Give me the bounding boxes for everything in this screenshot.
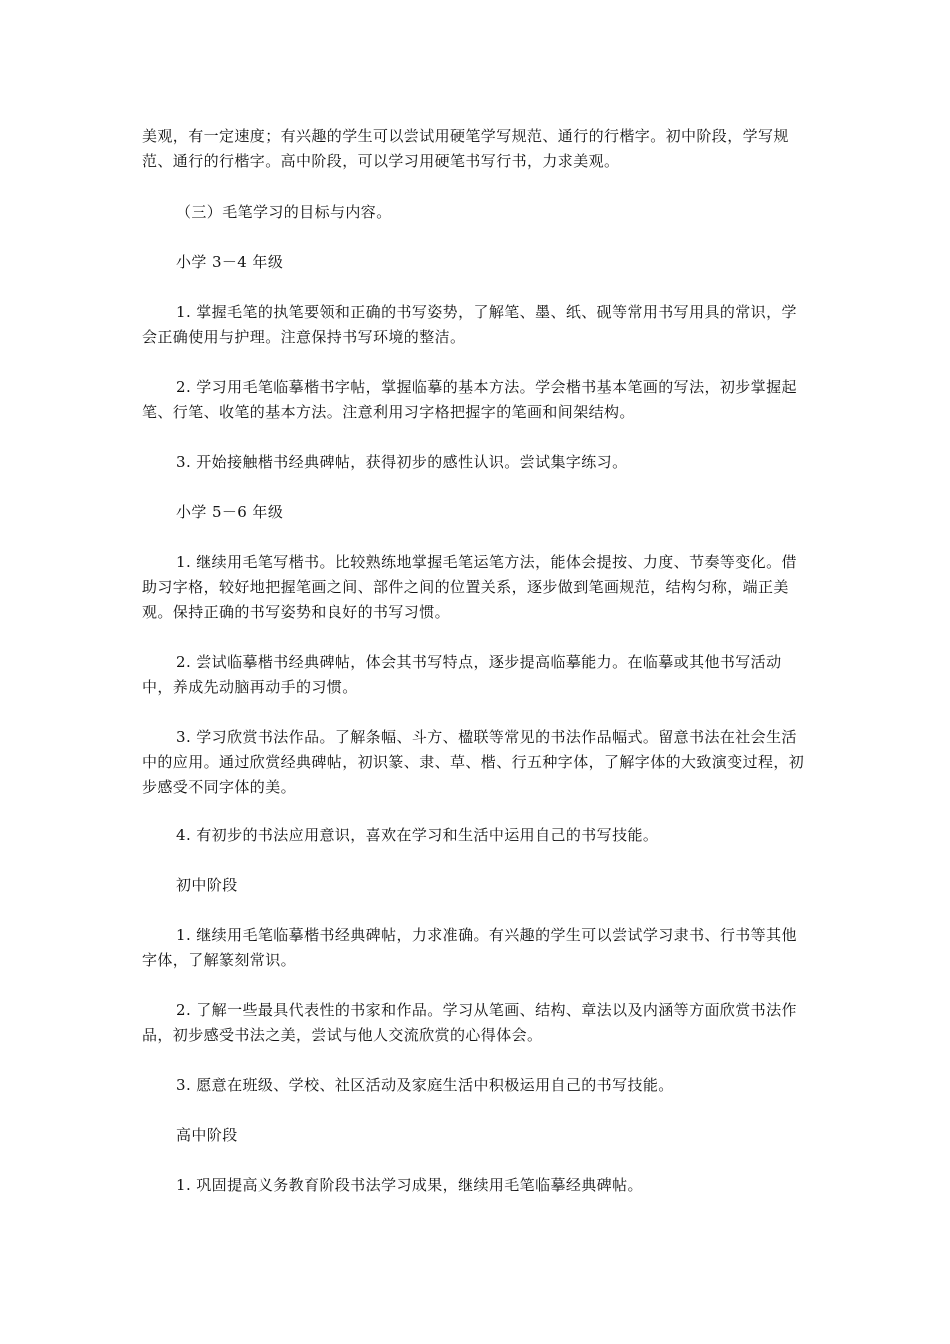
paragraph-5-6-item-3: 3. 学习欣赏书法作品。了解条幅、斗方、楹联等常见的书法作品幅式。留意书法在社会生活中的应用。通过欣赏经典碑帖，初识篆、隶、草、楷、行五种字体，了解字体的大致演变过程，初步感受不同字体的美。	[142, 728, 805, 796]
paragraph-5-6-item-1: 1. 继续用毛笔写楷书。比较熟练地掌握毛笔运笔方法，能体会提按、力度、节奏等变化。借助习字格，较好地把握笔画之间、部件之间的位置关系，逐步做到笔画规范，结构匀称，端正美观。保持正确的书写姿势和良好的书写习惯。	[142, 553, 797, 621]
paragraph-3-4-item-3: 3. 开始接触楷书经典碑帖，获得初步的感性认识。尝试集字练习。	[176, 453, 628, 471]
paragraph-5-6-item-2: 2. 尝试临摹楷书经典碑帖，体会其书写特点，逐步提高临摹能力。在临摹或其他书写活动中，养成先动脑再动手的习惯。	[142, 653, 782, 696]
section-heading-brush: （三）毛笔学习的目标与内容。	[176, 203, 392, 221]
paragraph-3-4-item-2: 2. 学习用毛笔临摹楷书字帖，掌握临摹的基本方法。学会楷书基本笔画的写法，初步掌握起笔、行笔、收笔的基本方法。注意利用习字格把握字的笔画和间架结构。	[142, 378, 797, 421]
paragraph-junior-item-2: 2. 了解一些最具代表性的书家和作品。学习从笔画、结构、章法以及内涵等方面欣赏书法作品，初步感受书法之美，尝试与他人交流欣赏的心得体会。	[142, 1001, 797, 1044]
paragraph-senior-item-1: 1. 巩固提高义务教育阶段书法学习成果，继续用毛笔临摹经典碑帖。	[176, 1176, 643, 1194]
stage-heading-junior: 初中阶段	[176, 876, 238, 894]
paragraph-hard-pen-continued: 美观，有一定速度；有兴趣的学生可以尝试用硬笔学写规范、通行的行楷字。初中阶段，学写规范、通行的行楷字。高中阶段，可以学习用硬笔书写行书，力求美观。	[142, 127, 789, 170]
grade-heading-3-4: 小学 3－4 年级	[176, 253, 284, 271]
grade-heading-5-6: 小学 5－6 年级	[176, 503, 284, 521]
paragraph-3-4-item-1: 1. 掌握毛笔的执笔要领和正确的书写姿势，了解笔、墨、纸、砚等常用书写用具的常识，学会正确使用与护理。注意保持书写环境的整洁。	[142, 303, 797, 346]
stage-heading-senior: 高中阶段	[176, 1126, 238, 1144]
paragraph-junior-item-3: 3. 愿意在班级、学校、社区活动及家庭生活中积极运用自己的书写技能。	[176, 1076, 674, 1094]
paragraph-junior-item-1: 1. 继续用毛笔临摹楷书经典碑帖，力求准确。有兴趣的学生可以尝试学习隶书、行书等其他字体，了解篆刻常识。	[142, 926, 797, 969]
paragraph-5-6-item-4: 4. 有初步的书法应用意识，喜欢在学习和生活中运用自己的书写技能。	[176, 826, 659, 844]
